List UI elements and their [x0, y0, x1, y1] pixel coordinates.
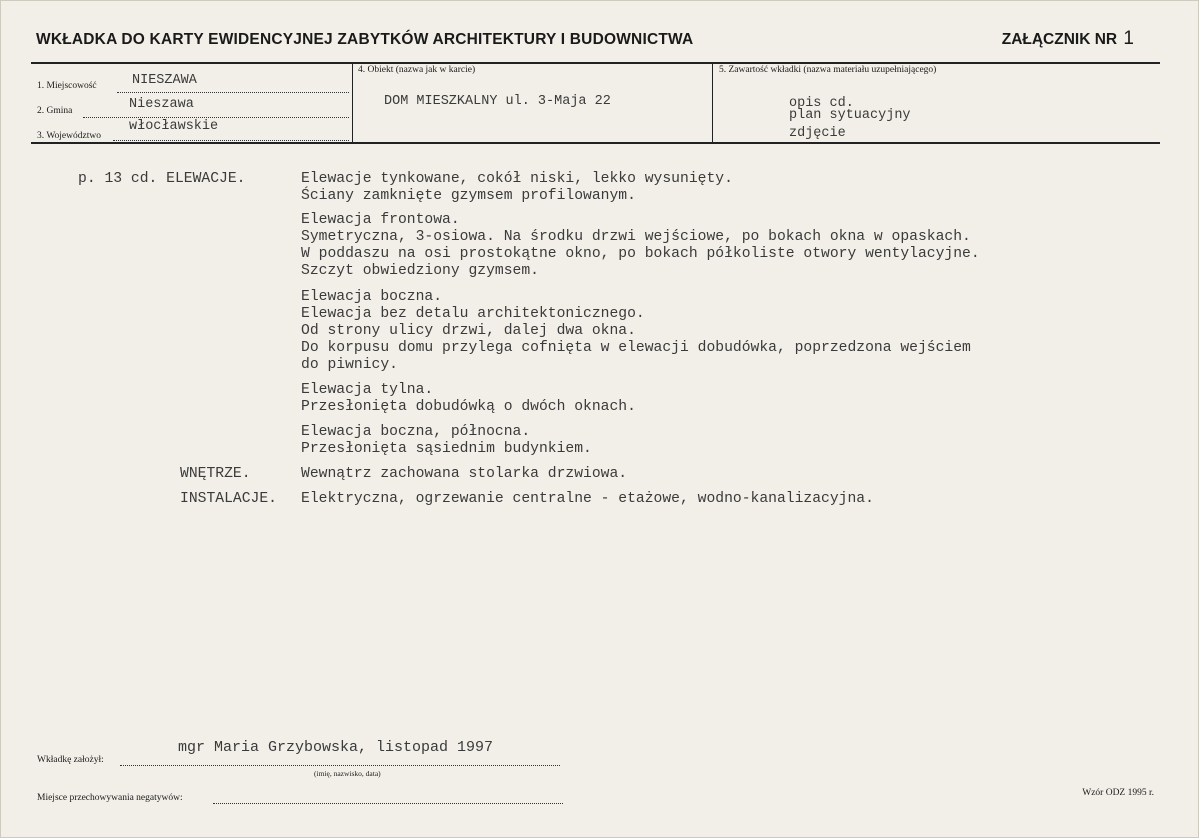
- annex-number: 1: [1123, 28, 1134, 49]
- wnetrze-text: Wewnątrz zachowana stolarka drzwiowa.: [301, 466, 628, 482]
- body-line: W poddaszu na osi prostokątne okno, po bokach półkoliste otwory wentylacyjne.: [301, 246, 980, 262]
- body-line: Przesłonięta dobudówką o dwóch oknach.: [301, 399, 636, 415]
- wnetrze-label: WNĘTRZE.: [180, 466, 251, 482]
- zalozyl-hint: (imię, nazwisko, data): [314, 769, 381, 778]
- body-line: do piwnicy.: [301, 357, 398, 373]
- divider: [712, 62, 713, 144]
- dotted-line: [213, 803, 563, 804]
- annex-label: [1002, 28, 1134, 50]
- body-line: Od strony ulicy drzwi, dalej dwa okna.: [301, 323, 636, 339]
- body-line: Elewacja bez detalu architektonicznego.: [301, 306, 645, 322]
- instalacje-text: Elektryczna, ogrzewanie centralne - etażowe, wodno-kanalizacyjna.: [301, 491, 874, 507]
- dotted-line: [120, 765, 560, 766]
- annex-label-text: ZAŁĄCZNIK NR: [1001, 31, 1118, 48]
- miejscowosc-value: NIESZAWA: [132, 73, 197, 88]
- body-line: Przesłonięta sąsiednim budynkiem.: [301, 441, 592, 457]
- dotted-line: [113, 140, 349, 141]
- body-line: Do korpusu domu przylega cofnięta w elewacji dobudówka, poprzedzona wejściem: [301, 340, 971, 356]
- wojewodztwo-value: włocławskie: [129, 119, 219, 134]
- zalozyl-value: mgr Maria Grzybowska, listopad 1997: [178, 739, 494, 756]
- body-line: Elewacja frontowa.: [301, 212, 460, 228]
- body-line: Elewacja boczna.: [301, 289, 443, 305]
- body-line: Szczyt obwiedziony gzymsem.: [301, 263, 539, 279]
- obiekt-value: DOM MIESZKALNY ul. 3-Maja 22: [384, 94, 611, 109]
- zawartosc-label: 5. Zawartość wkładki (nazwa materiału uzupełniającego): [719, 65, 937, 75]
- body-line: Ściany zamknięte gzymsem profilowanym.: [301, 188, 636, 204]
- zawartosc-line: plan sytuacyjny: [789, 108, 911, 123]
- miejscowosc-label: 1. Miejscowość: [37, 81, 97, 91]
- gmina-value: Nieszawa: [129, 97, 194, 112]
- body-line: Symetryczna, 3-osiowa. Na środku drzwi wejściowe, po bokach okna w opaskach.: [301, 229, 971, 245]
- zawartosc-line: zdjęcie: [789, 126, 846, 141]
- dotted-line: [117, 92, 349, 93]
- form-version: Wzór ODZ 1995 r.: [1082, 788, 1154, 798]
- zawartosc-line: opis cd.: [789, 96, 854, 111]
- gmina-label: 2. Gmina: [37, 106, 73, 116]
- instalacje-label: INSTALACJE.: [180, 491, 277, 507]
- body-line: Elewacje tynkowane, cokół niski, lekko wysunięty.: [301, 171, 733, 187]
- wojewodztwo-label: 3. Województwo: [37, 131, 101, 141]
- zalozyl-label: Wkładkę założył:: [37, 755, 104, 765]
- form-title: WKŁADKA DO KARTY EWIDENCYJNEJ ZABYTKÓW ARCHITEKTURY I BUDOWNICTWA: [36, 31, 694, 48]
- obiekt-label: 4. Obiekt (nazwa jak w karcie): [358, 65, 476, 75]
- divider: [352, 62, 353, 144]
- body-line: Elewacja boczna, północna.: [301, 424, 531, 440]
- negatywy-label: Miejsce przechowywania negatywów:: [37, 793, 183, 803]
- body-line: Elewacja tylna.: [301, 382, 434, 398]
- section-ref: p. 13 cd. ELEWACJE.: [78, 171, 246, 187]
- dotted-line: [83, 117, 349, 118]
